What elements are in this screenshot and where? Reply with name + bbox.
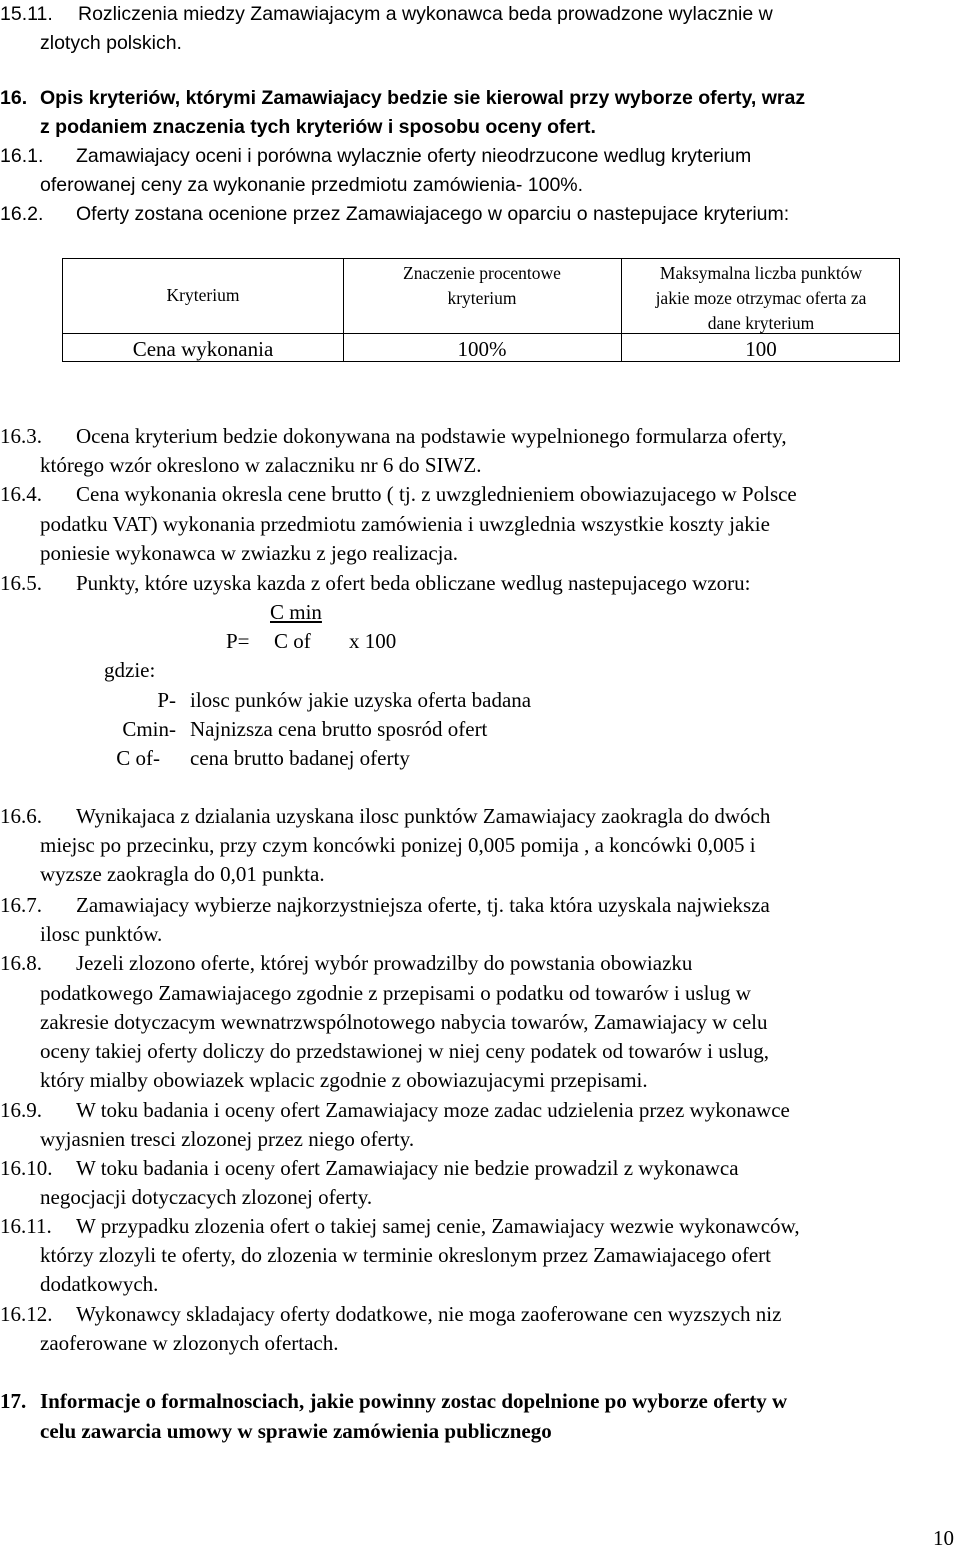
paragraph-line: Punkty, które uzyska kazda z ofert beda obliczane wedlug nastepujacego wzoru:	[76, 571, 751, 595]
header-line: Znaczenie procentowe	[403, 263, 561, 283]
paragraph-line: oceny takiej oferty doliczy do przedstawionej w niej ceny podatek od towarów i uslug,	[40, 1039, 769, 1063]
paragraph-number: 16.9.	[0, 1098, 42, 1122]
paragraph-number: 15.11.	[0, 3, 53, 25]
formula-p-equals: P=	[226, 629, 250, 653]
header-line: dane kryterium	[707, 313, 815, 333]
formula-definition: cena brutto badanej oferty	[190, 746, 410, 770]
paragraph-line: Zamawiajacy oceni i porówna wylacznie oferty nieodrzucone wedlug kryterium	[76, 145, 752, 167]
paragraph-line: ilosc punktów.	[40, 922, 163, 946]
paragraph-number: 16.3.	[0, 424, 42, 448]
paragraph-line: wyzsze zaokragla do 0,01 punkta.	[40, 862, 325, 886]
formula-denominator: C of	[274, 629, 311, 653]
formula-definition: Najnizsza cena brutto sposród ofert	[190, 717, 488, 741]
paragraph-number: 16.8.	[0, 951, 42, 975]
paragraph-line: który mialby obowiazek wplacic zgodnie z obowiazujacymi przepisami.	[40, 1068, 648, 1092]
header-line: jakie moze otrzymac oferta za	[655, 288, 867, 308]
paragraph-line: którzy zlozyli te oferty, do zlozenia w terminie okreslonym przez Zamawiajacego ofert	[40, 1243, 771, 1267]
formula-symbol: C of-	[116, 746, 160, 770]
criteria-table	[62, 258, 900, 362]
section-title-line: Informacje o formalnosciach, jakie powinny zostac dopelnione po wyborze oferty w	[40, 1389, 788, 1413]
paragraph-line: Jezeli zlozono oferte, której wybór prowadzilby do powstania obowiazku	[76, 951, 693, 975]
table-cell-criterion: Cena wykonania	[132, 337, 274, 361]
formula-multiplier: x 100	[349, 629, 397, 653]
section-title-line: Opis kryteriów, którymi Zamawiajacy bedzie sie kierowal przy wyborze oferty, wraz	[40, 87, 806, 109]
paragraph-line: dodatkowych.	[40, 1272, 159, 1296]
paragraph-line: oferowanej ceny za wykonanie przedmiotu zamówienia- 100%.	[40, 174, 584, 196]
paragraph-line: Cena wykonania okresla cene brutto ( tj. z uwzglednieniem obowiazujacego w Polsce	[76, 482, 797, 506]
paragraph-line: zakresie dotyczacym wewnatrzwspólnotowego nabycia towarów, Zamawiajacy w celu	[40, 1010, 768, 1034]
page-number: 10	[933, 1526, 954, 1550]
header-line: kryterium	[447, 288, 517, 308]
table-header-weight	[343, 261, 621, 311]
formula-symbol: P-	[157, 688, 176, 712]
header-line: Maksymalna liczba punktów	[659, 263, 863, 283]
paragraph-number: 16.10.	[0, 1156, 53, 1180]
formula-symbol: Cmin-	[122, 717, 176, 741]
table-cell-weight: 100%	[457, 337, 507, 361]
paragraph-line: Zamawiajacy wybierze najkorzystniejsza oferte, tj. taka która uzyskala najwieksza	[76, 893, 770, 917]
paragraph-number: 16.2.	[0, 203, 44, 225]
paragraph-line: miejsc po przecinku, przy czym koncówki ponizej 0,005 pomija , a koncówki 0,005 i	[40, 833, 756, 857]
table-header-criterion: Kryterium	[166, 285, 240, 305]
table-cell-max-points: 100	[745, 337, 777, 361]
paragraph-number: 16.6.	[0, 804, 42, 828]
section-number: 16.	[0, 87, 28, 109]
section-number: 17.	[0, 1389, 27, 1413]
formula-where-label: gdzie:	[104, 658, 156, 682]
paragraph-line: podatku VAT) wykonania przedmiotu zamówienia i uwzglednia wszystkie koszty jakie	[40, 512, 770, 536]
paragraph-number: 16.4.	[0, 482, 42, 506]
paragraph-line: poniesie wykonawca w zwiazku z jego realizacja.	[40, 541, 459, 565]
paragraph-line: Wykonawcy skladajacy oferty dodatkowe, nie moga zaoferowane cen wyzszych niz	[76, 1302, 782, 1326]
paragraph-line: Rozliczenia miedzy Zamawiajacym a wykonawca beda prowadzone wylacznie w	[78, 3, 773, 25]
section-title-line: z podaniem znaczenia tych kryteriów i sposobu oceny ofert.	[40, 116, 596, 138]
paragraph-line: Wynikajaca z dzialania uzyskana ilosc punktów Zamawiajacy zaokragla do dwóch	[76, 804, 771, 828]
section-title-line: celu zawarcia umowy w sprawie zamówienia publicznego	[40, 1419, 552, 1443]
paragraph-line: wyjasnien tresci zlozonej przez niego oferty.	[40, 1127, 415, 1151]
paragraph-line: zlotych polskich.	[40, 32, 182, 54]
formula-definition: ilosc punków jakie uzyska oferta badana	[190, 688, 532, 712]
paragraph-number: 16.5.	[0, 571, 42, 595]
paragraph-line: którego wzór okreslono w zalaczniku nr 6 do SIWZ.	[40, 453, 482, 477]
paragraph-line: podatkowego Zamawiajacego zgodnie z przepisami o podatku od towarów i uslug w	[40, 981, 751, 1005]
paragraph-line: Oferty zostana ocenione przez Zamawiajacego w oparciu o nastepujace kryterium:	[76, 203, 790, 225]
paragraph-line: W przypadku zlozenia ofert o takiej samej cenie, Zamawiajacy wezwie wykonawców,	[76, 1214, 800, 1238]
paragraph-number: 16.7.	[0, 893, 42, 917]
paragraph-number: 16.11.	[0, 1214, 52, 1238]
paragraph-line: Ocena kryterium bedzie dokonywana na podstawie wypelnionego formularza oferty,	[76, 424, 787, 448]
paragraph-line: W toku badania i oceny ofert Zamawiajacy moze zadac udzielenia przez wykonawce	[76, 1098, 790, 1122]
paragraph-line: negocjacji dotyczacych zlozonej oferty.	[40, 1185, 373, 1209]
paragraph-line: zaoferowane w zlozonych ofertach.	[40, 1331, 339, 1355]
table-header-max-points	[621, 261, 901, 336]
paragraph-number: 16.1.	[0, 145, 44, 167]
formula-numerator: C min	[270, 600, 322, 624]
paragraph-number: 16.12.	[0, 1302, 53, 1326]
paragraph-line: W toku badania i oceny ofert Zamawiajacy nie bedzie prowadzil z wykonawca	[76, 1156, 739, 1180]
